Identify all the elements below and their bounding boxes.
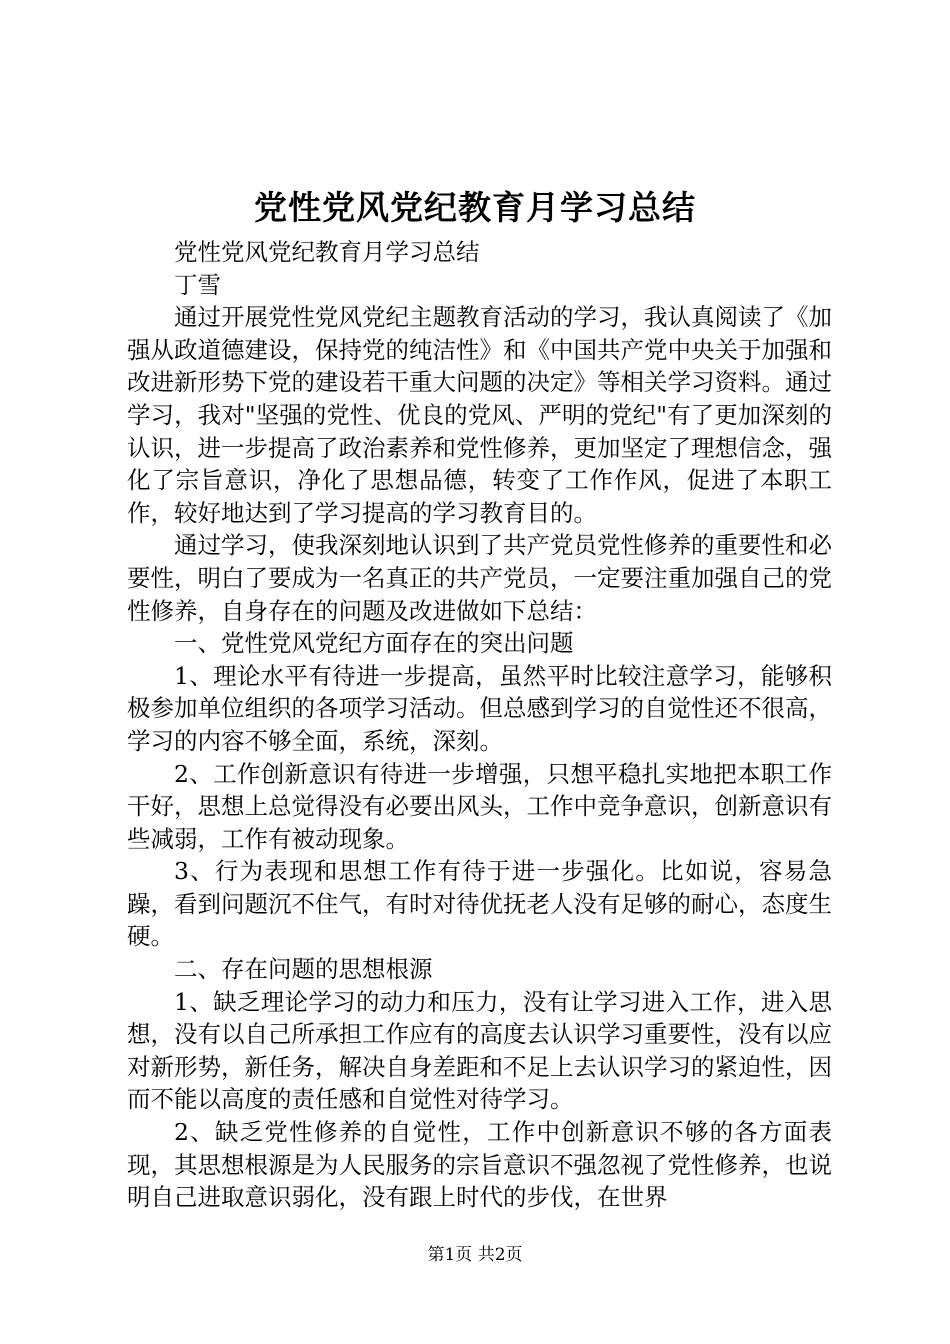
- body-paragraph: 1、缺乏理论学习的动力和压力，没有让学习进入工作，进入思想，没有以自己所承担工作应有的高度去认识学习重要性，没有以应对新形势，新任务，解决自身差距和不足上去认识学习的紧迫性，因而不能以高度的责任感和自觉性对待学习。: [127, 987, 832, 1114]
- body-paragraph: 通过开展党性党风党纪主题教育活动的学习，我认真阅读了《加强从政道德建设，保持党的纯洁性》和《中国共产党中央关于加强和改进新形势下党的建设若干重大问题的决定》等相关学习资料。通过学习，我对"坚强的党性、优良的党风、严明的党纪"有了更加深刻的认识，进一步提高了政治素养和党性修养，更加坚定了理想信念，强化了宗旨意识，净化了思想品德，转变了工作作风，促进了本职工作，较好地达到了学习提高的学习教育目的。: [127, 303, 832, 527]
- document-title: 党性党风党纪教育月学习总结: [254, 188, 696, 227]
- body-paragraph: 3、行为表现和思想工作有待于进一步强化。比如说，容易急躁，看到问题沉不住气，有时对待优抚老人没有足够的耐心，态度生硬。: [127, 857, 832, 951]
- document-body: [127, 236, 832, 1214]
- body-paragraph: 2、缺乏党性修养的自觉性，工作中创新意识不够的各方面表现，其思想根源是为人民服务的宗旨意识不强忽视了党性修养，也说明自己进取意识弱化，没有跟上时代的步伐，在世界: [127, 1118, 832, 1212]
- section-heading: 一、党性党风党纪方面存在的突出问题: [174, 629, 574, 658]
- section-heading: 二、存在问题的思想根源: [174, 955, 433, 984]
- subtitle-paragraph: 党性党风党纪教育月学习总结: [174, 238, 480, 266]
- author-paragraph: 丁雪: [174, 270, 221, 299]
- body-paragraph: 2、工作创新意识有待进一步增强，只想平稳扎实地把本职工作干好，思想上总觉得没有必要出风头，工作中竞争意识，创新意识有些减弱，工作有被动现象。: [127, 759, 832, 853]
- body-paragraph: 1、理论水平有待进一步提高，虽然平时比较注意学习，能够积极参加单位组织的各项学习活动。但总感到学习的自觉性还不很高，学习的内容不够全面，系统，深刻。: [127, 661, 832, 755]
- body-paragraph: 通过学习，使我深刻地认识到了共产党员党性修养的重要性和必要性，明白了要成为一名真正的共产党员，一定要注重加强自己的党性修养，自身存在的问题及改进做如下总结：: [127, 531, 832, 625]
- page-number-footer: 第1页 共2页: [427, 1245, 523, 1265]
